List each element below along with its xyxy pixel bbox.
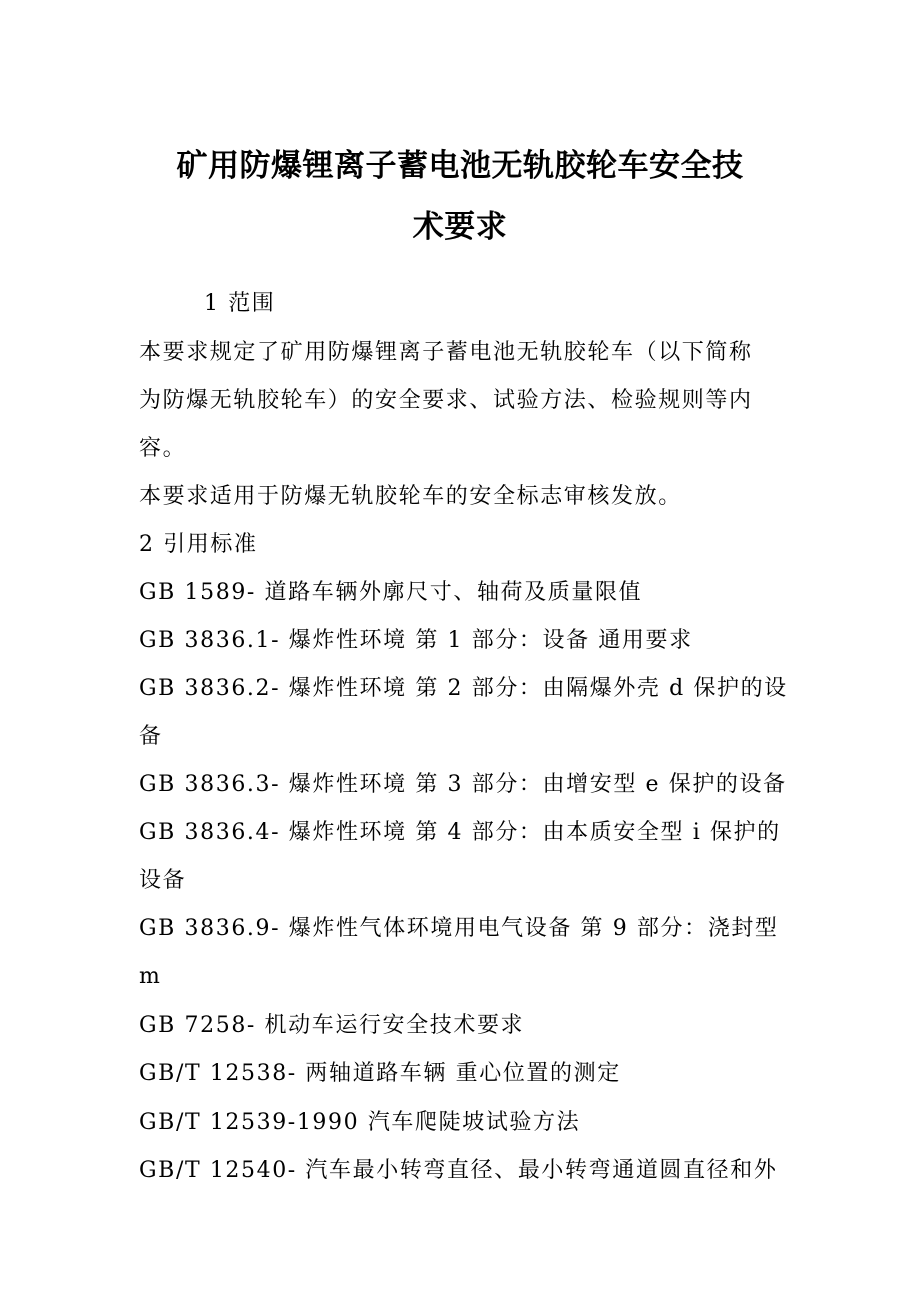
reference-line: GB 3836.2- 爆炸性环境 第 2 部分：由隔爆外壳 d 保护的设 <box>139 676 788 701</box>
reference-line: GB/T 12538- 两轴道路车辆 重心位置的测定 <box>139 1061 621 1086</box>
section-heading-references: 2 引用标准 <box>139 532 258 557</box>
paragraph-line: 为防爆无轨胶轮车）的安全要求、试验方法、检验规则等内 <box>139 388 753 413</box>
reference-line: GB 3836.3- 爆炸性环境 第 3 部分：由增安型 e 保护的设备 <box>139 772 787 797</box>
reference-line: m <box>139 964 162 989</box>
reference-line: GB 7258- 机动车运行安全技术要求 <box>139 1013 525 1038</box>
reference-line: 设备 <box>139 868 187 893</box>
section-heading-scope: 1 范围 <box>204 291 276 316</box>
reference-line: GB 3836.9- 爆炸性气体环境用电气设备 第 9 部分：浇封型 <box>139 916 779 941</box>
reference-line: GB/T 12539-1990 汽车爬陡坡试验方法 <box>139 1110 581 1135</box>
reference-line: GB 3836.1- 爆炸性环境 第 1 部分：设备 通用要求 <box>139 628 693 653</box>
reference-line: 备 <box>139 724 163 749</box>
reference-line: GB 1589- 道路车辆外廓尺寸、轴荷及质量限值 <box>139 580 643 605</box>
document-title-line-1: 矿用防爆锂离子蓄电池无轨胶轮车安全技 <box>176 148 744 184</box>
paragraph-line: 本要求适用于防爆无轨胶轮车的安全标志审核发放。 <box>139 484 682 509</box>
reference-line: GB 3836.4- 爆炸性环境 第 4 部分：由本质安全型 i 保护的 <box>139 820 781 845</box>
paragraph-line: 容。 <box>139 436 187 461</box>
paragraph-line: 本要求规定了矿用防爆锂离子蓄电池无轨胶轮车（以下简称 <box>139 340 753 365</box>
reference-line: GB/T 12540- 汽车最小转弯直径、最小转弯通道圆直径和外 <box>139 1158 778 1183</box>
document-title-line-2: 术要求 <box>412 209 508 245</box>
